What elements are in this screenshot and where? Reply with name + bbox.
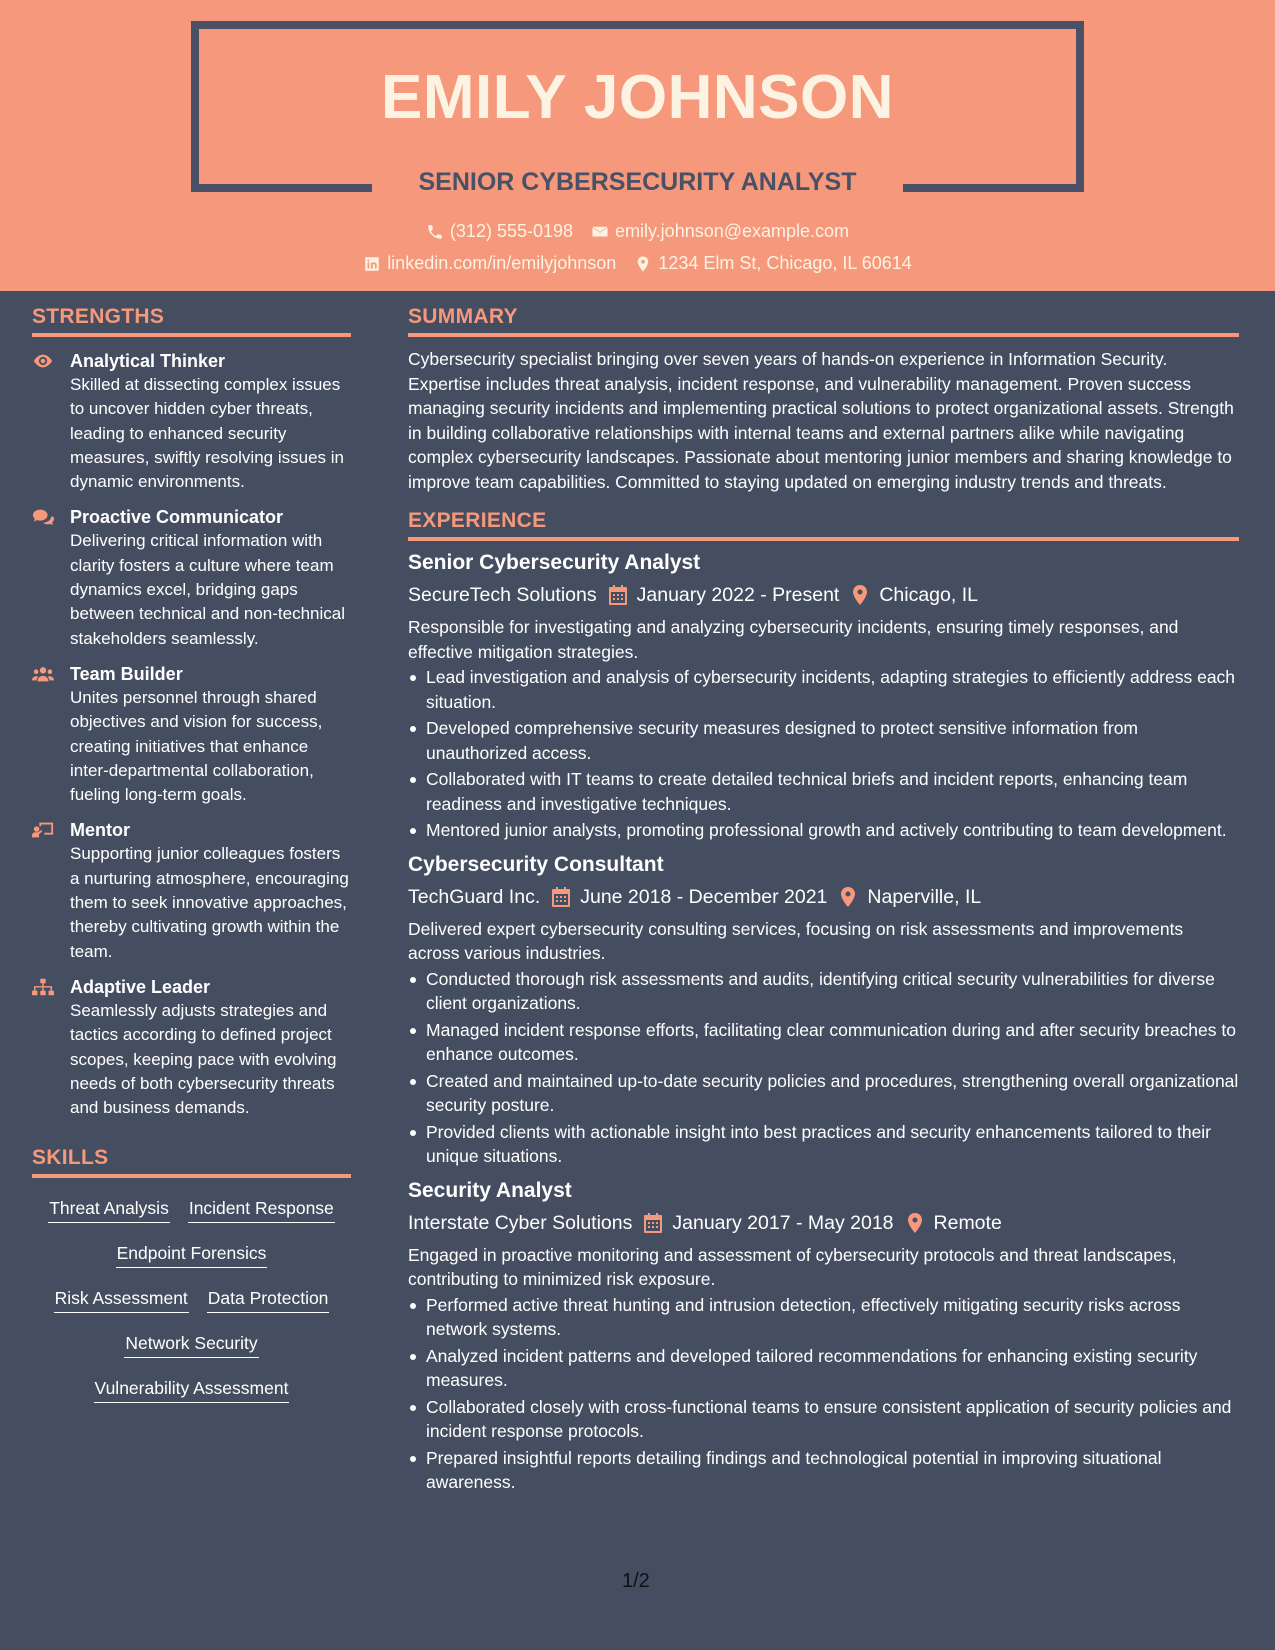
job-description: Engaged in proactive monitoring and assessment of cybersecurity protocols and threat landscapes, contributing to minimized risk exposure.: [408, 1244, 1177, 1289]
summary-heading: SUMMARY: [408, 305, 1239, 337]
bullet-item: Performed active threat hunting and intrusion detection, effectively mitigating security risks across network systems.: [408, 1293, 1239, 1342]
candidate-title: SENIOR CYBERSECURITY ANALYST: [418, 168, 857, 196]
job-dates: June 2018 - December 2021: [580, 885, 828, 908]
skills-heading: SKILLS: [32, 1146, 351, 1178]
job-title: Cybersecurity Consultant: [408, 852, 664, 876]
chalkboard-teacher-icon: [32, 821, 54, 839]
strength-desc: Seamlessly adjusts strategies and tactics according to defined project scopes, keeping pace with evolving needs of both cybersecurity threats and business demands.: [70, 1000, 337, 1118]
address-text: 1234 Elm St, Chicago, IL 60614: [658, 253, 912, 273]
summary-text: Cybersecurity specialist bringing over seven years of hands-on experience in Information Security. Expertise includes threat analysis, incident response, and vulnerability management. Proven success managing security incidents and implementing practical solutions to protect organizational assets. Strength in building collaborative relationships with internal teams and external partners alike while navigating complex cybersecurity landscapes. Passionate about mentoring junior members and sharing knowledge to improve team capabilities. Committed to staying updated on emerging industry trends and threats.: [408, 349, 1234, 492]
eye-icon: [32, 352, 54, 370]
map-marker-icon: [839, 887, 857, 907]
bullet-item: Analyzed incident patterns and developed tailored recommendations for enhancing existing security measures.: [408, 1344, 1239, 1393]
skill-tag: Threat Analysis: [48, 1195, 170, 1223]
strength-desc: Skilled at dissecting complex issues to uncover hidden cyber threats, leading to enhanced security measures, swiftly resolving issues in dynamic environments.: [70, 375, 344, 492]
strength-title: Adaptive Leader: [70, 976, 211, 997]
strength-item: [32, 818, 351, 963]
strengths-heading: STRENGTHS: [32, 305, 351, 337]
bullet-item: Managed incident response efforts, facilitating clear communication during and after security breaches to enhance outcomes.: [408, 1018, 1239, 1067]
comments-icon: [32, 508, 54, 526]
phone-icon: [426, 223, 444, 241]
skill-tag: Data Protection: [207, 1285, 330, 1313]
skill-tag: Incident Response: [188, 1195, 335, 1223]
calendar-icon: [552, 887, 570, 907]
users-icon: [32, 665, 54, 683]
job-location: Remote: [933, 1211, 1002, 1234]
bullet-item: Provided clients with actionable insight into best practices and security enhancements tailored to their unique situations.: [408, 1120, 1239, 1169]
email-contact[interactable]: [591, 221, 849, 242]
map-marker-icon: [634, 255, 652, 273]
job-title: Senior Cybersecurity Analyst: [408, 551, 701, 574]
job-location: Chicago, IL: [879, 584, 978, 606]
skill-tag: Endpoint Forensics: [116, 1240, 268, 1268]
job-bullets: [408, 967, 1239, 1169]
company-name: SecureTech Solutions: [408, 584, 597, 606]
strength-title: Proactive Communicator: [70, 507, 284, 528]
job-bullets: [408, 665, 1239, 843]
strength-title: Team Builder: [70, 663, 183, 684]
header: [0, 0, 1275, 291]
contact-row: [0, 221, 1275, 242]
candidate-name: EMILY JOHNSON: [381, 63, 894, 132]
job-meta: [408, 581, 1239, 609]
strength-desc: Supporting junior colleagues fosters a nurturing atmosphere, encouraging them to seek innovative approaches, thereby cultivating growth within the team.: [70, 844, 349, 961]
bullet-item: Mentored junior analysts, promoting professional growth and actively contributing to team development.: [408, 818, 1239, 843]
job-title: Security Analyst: [408, 1178, 572, 1202]
address-contact: [634, 253, 912, 274]
bullet-item: Conducted thorough risk assessments and audits, identifying critical security vulnerabilities for diverse client organizations.: [408, 967, 1239, 1016]
calendar-icon: [609, 585, 627, 605]
skill-tag: Vulnerability Assessment: [94, 1375, 290, 1403]
skills-list: [32, 1186, 351, 1411]
phone-text: (312) 555-0198: [449, 221, 574, 241]
map-marker-icon: [851, 585, 869, 605]
strength-desc: Unites personnel through shared objectives and vision for success, creating initiatives that enhance inter-departmental collaboration, fueling long-term goals.: [70, 687, 323, 805]
linkedin-icon: [363, 255, 381, 273]
email-text[interactable]: emily.johnson@example.com: [615, 221, 850, 241]
calendar-icon: [644, 1213, 662, 1233]
company-name: TechGuard Inc.: [408, 885, 541, 908]
job-meta: [408, 883, 1239, 911]
bullet-item: Collaborated with IT teams to create detailed technical briefs and incident reports, enhancing team readiness and investigative techniques.: [408, 767, 1239, 816]
left-column: [32, 305, 351, 1411]
experience-heading: EXPERIENCE: [408, 509, 1239, 541]
job-entry: [408, 1177, 1239, 1495]
linkedin-text[interactable]: linkedin.com/in/emilyjohnson: [387, 253, 617, 273]
company-name: Interstate Cyber Solutions: [408, 1211, 633, 1234]
job-location: Naperville, IL: [867, 885, 982, 908]
skill-tag: Risk Assessment: [54, 1285, 189, 1313]
strength-desc: Delivering critical information with clarity fosters a culture where team dynamics excel, bridging gaps between technical and non-technical stakeholders seamlessly.: [70, 531, 346, 648]
strength-item: [32, 975, 351, 1120]
bullet-item: Developed comprehensive security measures designed to protect sensitive information from unauthorized access.: [408, 716, 1239, 765]
job-meta: [408, 1209, 1239, 1237]
envelope-icon: [591, 223, 609, 241]
bullet-item: Collaborated closely with cross-functional teams to ensure consistent application of security policies and incident response protocols.: [408, 1395, 1239, 1444]
page-number: 1/2: [622, 1570, 650, 1592]
job-entry: [408, 549, 1239, 843]
contact-row: [0, 253, 1275, 274]
strength-item: [32, 662, 351, 807]
sitemap-icon: [32, 978, 54, 996]
bullet-item: Lead investigation and analysis of cybersecurity incidents, adapting strategies to efficiently address each situation.: [408, 665, 1239, 714]
linkedin-contact[interactable]: [363, 253, 616, 274]
job-description: Delivered expert cybersecurity consulting services, focusing on risk assessments and improvements across various industries.: [408, 918, 1184, 963]
map-marker-icon: [906, 1213, 924, 1233]
phone-contact: [426, 221, 573, 242]
bullet-item: Prepared insightful reports detailing findings and technological potential in improving situational awareness.: [408, 1446, 1239, 1495]
strength-title: Mentor: [70, 820, 130, 841]
job-dates: January 2017 - May 2018: [672, 1211, 894, 1234]
job-dates: January 2022 - Present: [636, 584, 840, 606]
strength-item: [32, 349, 351, 494]
strength-title: Analytical Thinker: [70, 351, 226, 371]
job-bullets: [408, 1293, 1239, 1495]
strengths-list: [32, 349, 351, 1120]
skill-tag: Network Security: [124, 1330, 258, 1358]
job-description: Responsible for investigating and analyzing cybersecurity incidents, ensuring timely responses, and effective mitigation strategies.: [408, 617, 1179, 662]
job-entry: [408, 851, 1239, 1169]
strength-item: [32, 505, 351, 650]
bullet-item: Created and maintained up-to-date security policies and procedures, strengthening overall organizational security posture.: [408, 1069, 1239, 1118]
right-column: [408, 305, 1239, 1497]
